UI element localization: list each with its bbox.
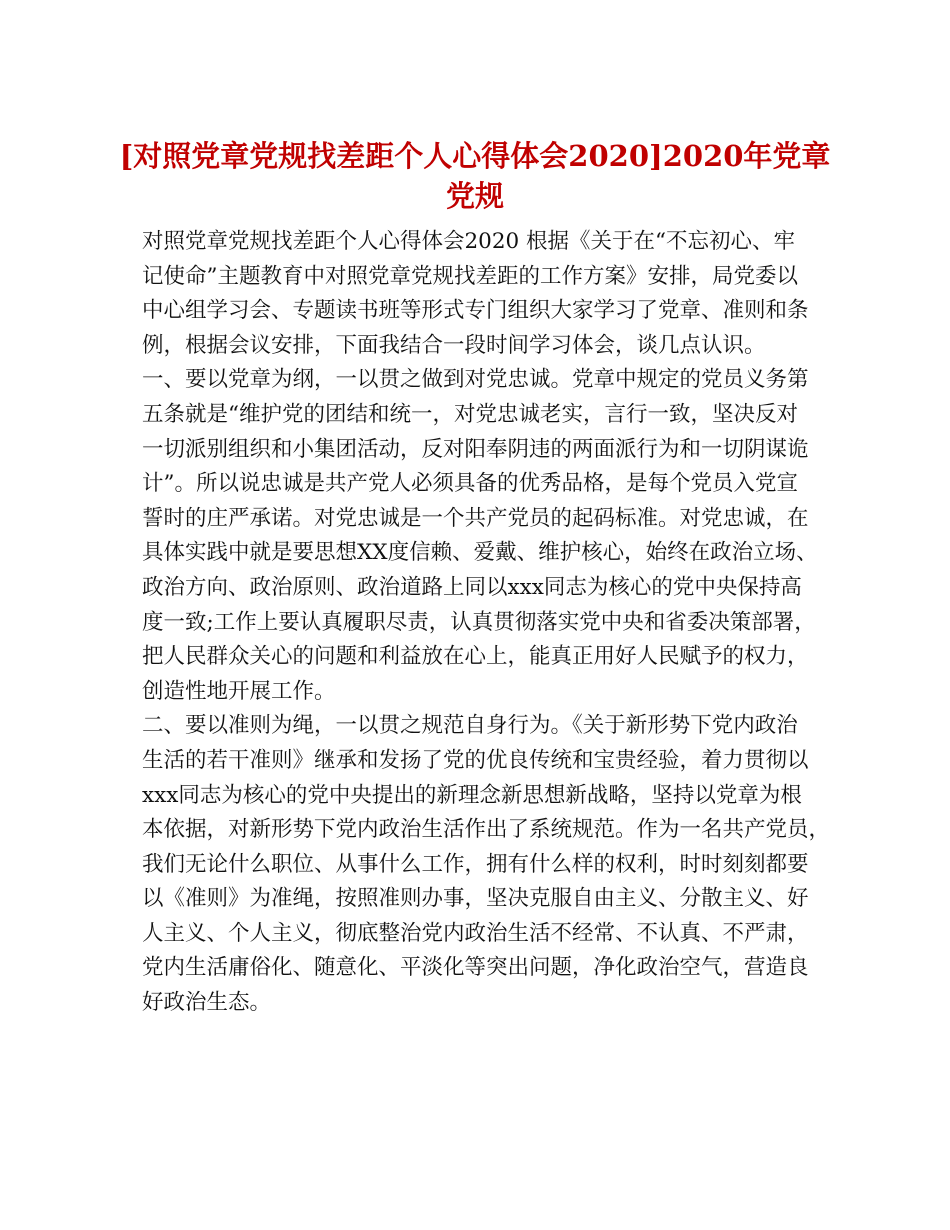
body-line: 创造性地开展工作。 bbox=[142, 678, 336, 704]
document-title-line-1: [对照党章党规找差距个人心得体会2020]2020年党章 bbox=[119, 139, 831, 173]
body-line: 中心组学习会、专题读书班等形式专门组织大家学习了党章、准则和条 bbox=[142, 298, 809, 324]
body-line: 具体实践中就是要思想XX度信赖、爱戴、维护核心，始终在政治立场、 bbox=[142, 540, 818, 566]
body-line: 人主义、个人主义，彻底整治党内政治生活不经常、不认真、不严肃， bbox=[142, 920, 809, 946]
document-title-line-2: 党规 bbox=[445, 179, 504, 213]
body-line: 誓时的庄严承诺。对党忠诚是一个共产党员的起码标准。对党忠诚，在 bbox=[142, 505, 809, 531]
body-line: 对照党章党规找差距个人心得体会2020 根据《关于在“不忘初心、牢 bbox=[142, 229, 796, 254]
body-line: 计”。所以说忠诚是共产党人必须具备的优秀品格，是每个党员入党宣 bbox=[142, 471, 798, 497]
body-line: 记使命”主题教育中对照党章党规找差距的工作方案》安排，局党委以 bbox=[142, 263, 798, 289]
body-line: 一、要以党章为纲，一以贯之做到对党忠诚。党章中规定的党员义务第 bbox=[142, 367, 809, 393]
body-line: 例，根据会议安排，下面我结合一段时间学习体会，谈几点认识。 bbox=[142, 332, 766, 358]
body-line: 生活的若干准则》继承和发扬了党的优良传统和宝贵经验，着力贯彻以 bbox=[142, 747, 809, 773]
body-line: 把人民群众关心的问题和利益放在心上，能真正用好人民赋予的权力， bbox=[142, 644, 809, 670]
body-line: 好政治生态。 bbox=[142, 990, 272, 1016]
body-line: 一切派别组织和小集团活动，反对阳奉阴违的两面派行为和一切阴谋诡 bbox=[142, 436, 809, 462]
body-line: 五条就是“维护党的团结和统一，对党忠诚老实，言行一致，坚决反对 bbox=[142, 401, 798, 427]
body-line: 政治方向、政治原则、政治道路上同以xxx同志为核心的党中央保持高 bbox=[142, 574, 802, 600]
body-line: 党内生活庸俗化、随意化、平淡化等突出问题，净化政治空气，营造良 bbox=[142, 955, 809, 981]
document-body bbox=[142, 225, 832, 1021]
body-line: 度一致;工作上要认真履职尽责，认真贯彻落实党中央和省委决策部署， bbox=[142, 609, 816, 635]
body-line: 我们无论什么职位、从事什么工作，拥有什么样的权利，时时刻刻都要 bbox=[142, 851, 809, 877]
body-line: 以《准则》为准绳，按照准则办事，坚决克服自由主义、分散主义、好 bbox=[142, 886, 809, 912]
body-line: 本依据，对新形势下党内政治生活作出了系统规范。作为一名共产党员， bbox=[142, 817, 831, 843]
body-line: xxx同志为核心的党中央提出的新理念新思想新战略，坚持以党章为根 bbox=[142, 782, 802, 808]
body-line: 二、要以准则为绳，一以贯之规范自身行为。《关于新形势下党内政治 bbox=[142, 713, 798, 739]
